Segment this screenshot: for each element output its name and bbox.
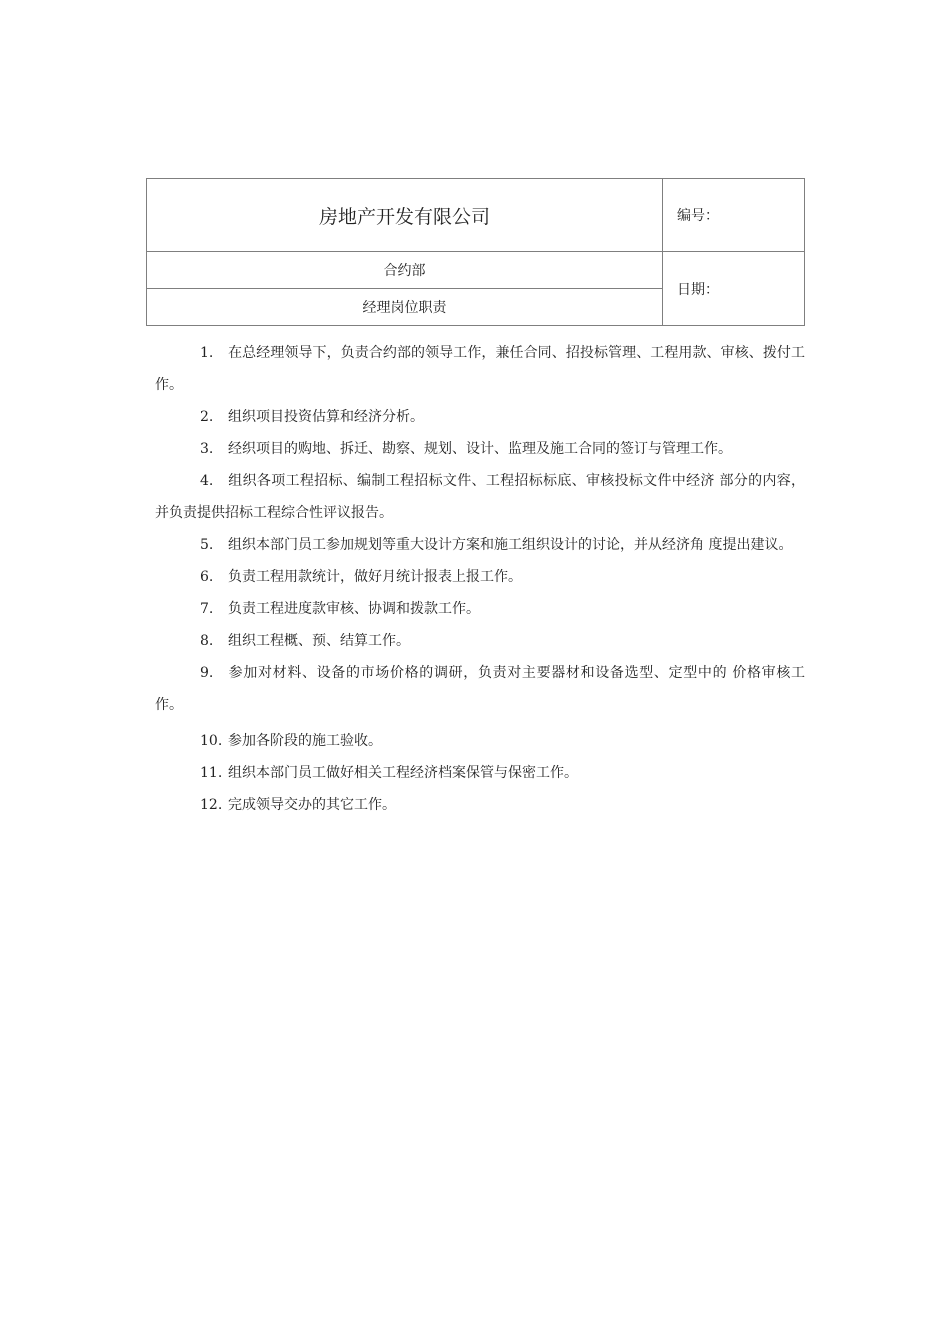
company-name: 房地产开发有限公司 [147,179,663,252]
duty-number: 5. [200,537,214,553]
duty-item [155,725,805,757]
duty-text: 组织本部门员工做好相关工程经济档案保管与保密工作。 [228,765,578,781]
duties-list [155,337,805,821]
duty-number: 1. [200,345,214,361]
duty-text: 组织工程概、预、结算工作。 [228,633,410,649]
duty-text: 完成领导交办的其它工作。 [228,797,396,813]
duty-item [155,757,805,789]
duty-number: 12. [200,797,223,813]
role-title: 经理岗位职责 [147,289,663,326]
duty-item [155,657,805,721]
duty-number: 2. [200,409,214,425]
duty-text: 参加各阶段的施工验收。 [228,733,382,749]
duty-text: 在总经理领导下，负责合约部的领导工作，兼任合同、招投标管理、工程用款、审核、拨付工作。 [155,345,805,393]
duty-number: 11. [200,765,223,781]
duty-item [155,401,805,433]
duty-number: 10. [200,733,223,749]
duty-text: 组织各项工程招标、编制工程招标文件、工程招标标底、审核投标文件中经济 部分的内容，并负责提供招标工程综合性评议报告。 [155,473,805,521]
code-label: 编号： [663,179,805,252]
duty-number: 7. [200,601,214,617]
header-table [146,178,805,326]
duty-text: 参加对材料、设备的市场价格的调研，负责对主要器材和设备选型、定型中的 价格审核工作。 [155,665,805,713]
duty-item [155,465,805,529]
duty-text: 组织项目投资估算和经济分析。 [228,409,424,425]
duty-item [155,625,805,657]
duty-number: 8. [200,633,214,649]
duty-item [155,593,805,625]
duty-text: 负责工程进度款审核、协调和拨款工作。 [228,601,480,617]
duty-text: 经织项目的购地、拆迁、勘察、规划、设计、监理及施工合同的签订与管理工作。 [228,441,732,457]
date-label: 日期： [663,252,805,326]
duty-item [155,337,805,401]
duty-number: 9. [200,665,214,681]
duty-number: 3. [200,441,214,457]
duty-text: 组织本部门员工参加规划等重大设计方案和施工组织设计的讨论，并从经济角 度提出建议。 [228,537,793,553]
duty-item [155,789,805,821]
duty-item [155,561,805,593]
department-name: 合约部 [147,252,663,289]
duty-item [155,529,805,561]
duty-item [155,433,805,465]
duty-number: 4. [200,473,214,489]
duty-number: 6. [200,569,214,585]
duty-text: 负责工程用款统计，做好月统计报表上报工作。 [228,569,522,585]
